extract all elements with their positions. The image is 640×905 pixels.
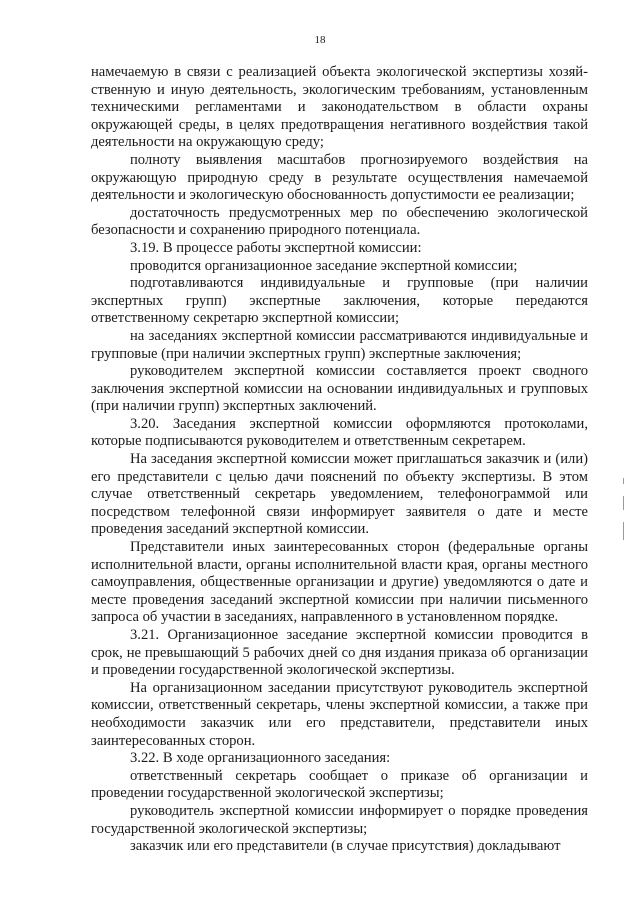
paragraph: руководитель экспертной комиссии информирует о порядке проведения государственной экологической экспертизы; (91, 802, 588, 837)
scan-edge-mark (623, 522, 624, 540)
paragraph: руководителем экспертной комиссии составляется проект сводного заключения экспертной комиссии на основании индивидуальных и групповых (при наличии групп) экспертных заключений. (91, 363, 588, 415)
paragraph: На организационном заседании присутствуют руководитель экспертной комиссии, ответственный секретарь, члены экспертной комиссии, а также при необходимости заказчик или его представители, представители иных заинтересованных сторон. (91, 679, 588, 749)
paragraph: Представители иных заинтересованных сторон (федеральные органы исполнительной власти, органы исполнительной власти края, органы местного самоуправления, общественные организации и другие) уведомляются о дате и месте проведения заседаний экспертной комиссии при наличии письменного запроса об участии в заседаниях, направленного в установленном порядке. (91, 539, 588, 626)
section-3-20: 3.20. Заседания экспертной комиссии оформляются протоколами, которые подписываются руководителем и ответственным секретарем. (91, 415, 588, 450)
section-3-21: 3.21. Организационное заседание экспертной комиссии проводится в срок, не превышающий 5 рабочих дней со дня издания приказа об организации и проведении государственной экологической экспертизы. (91, 627, 588, 679)
document-body (91, 64, 588, 856)
scan-edge-mark (623, 478, 624, 484)
scan-edge-mark (623, 496, 624, 510)
paragraph: полноту выявления масштабов прогнозируемого воздействия на окружающую природную среду в результате осуществления намечаемой деятельности и экологическую обоснованность допустимости ее реализации; (91, 151, 588, 204)
section-heading-3-19: 3.19. В процессе работы экспертной комиссии: (130, 239, 422, 256)
page-number: 18 (314, 34, 326, 46)
paragraph: на заседаниях экспертной комиссии рассматриваются индивидуальные и групповые (при наличии экспертных групп) экспертные заключения; (91, 327, 588, 362)
section-heading-3-22: 3.22. В ходе организационного заседания: (130, 750, 391, 767)
paragraph: ответственный секретарь сообщает о приказе об организации и проведении государственной экологической экспертизы; (91, 767, 588, 802)
paragraph: намечаемую в связи с реализацией объекта экологической экспертизы хозяйственную и иную деятельность, экологическим требованиям, установленным техническими регламентами и законодательством в области охраны окружающей среды, в целях предотвращения негативного воздействия такой деятельности на окружающую среду; (91, 64, 588, 151)
paragraph: На заседания экспертной комиссии может приглашаться заказчик и (или) его представители с целью дачи пояснений по объекту экспертизы. В этом случае ответственный секретарь уведомлением, телефонограммой или посредством телефонной связи информирует заявителя о дате и месте проведения заседаний экспертной комиссии. (91, 451, 588, 538)
paragraph: проводится организационное заседание экспертной комиссии; (130, 257, 518, 274)
paragraph: достаточность предусмотренных мер по обеспечению экологической безопасности и сохранению природного потенциала. (91, 204, 588, 239)
paragraph: заказчик или его представители (в случае присутствия) докладывают (130, 838, 561, 855)
paragraph: подготавливаются индивидуальные и групповые (при наличии экспертных групп) экспертные заключения, которые передаются ответственному секретарю экспертной комиссии; (91, 275, 588, 327)
